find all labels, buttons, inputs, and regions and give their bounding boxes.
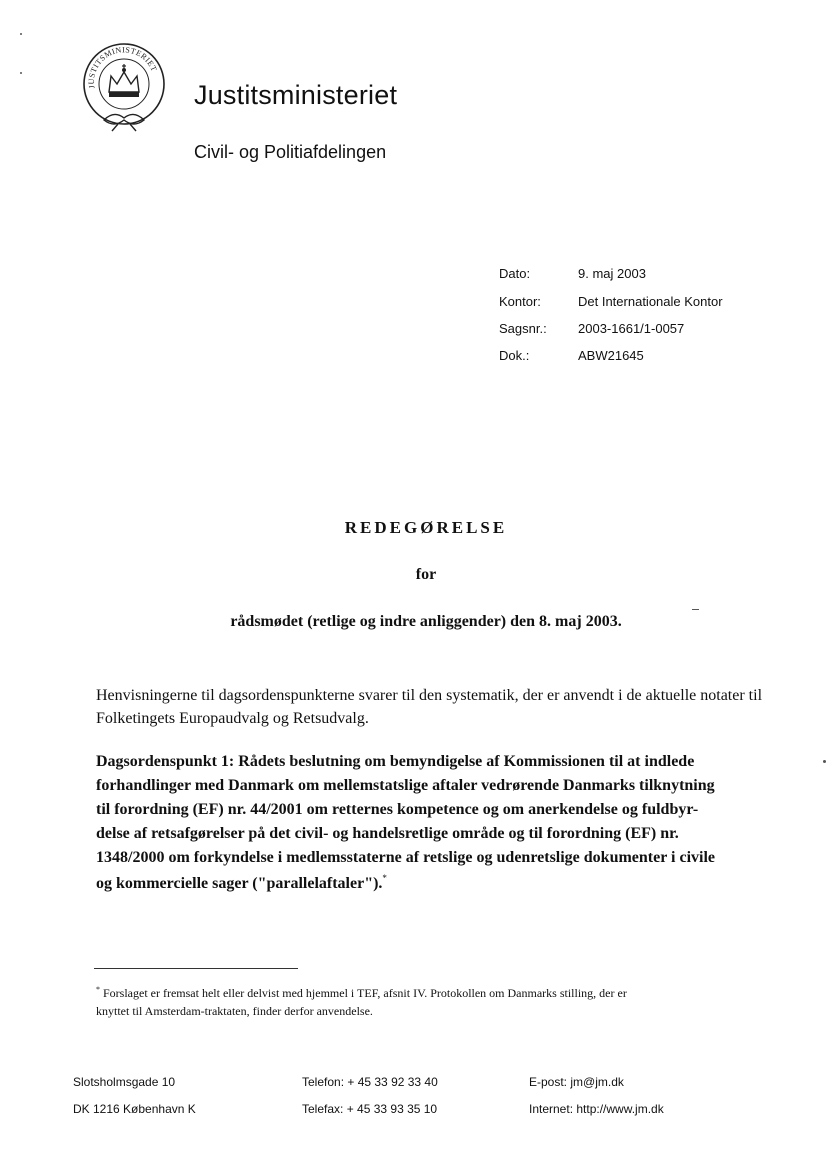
scan-speck	[20, 72, 22, 74]
agenda-item-line: 1348/2000 om forkyndelse i medlemsstaterne af retslige og udenretslige dokumenter i civile	[96, 849, 716, 866]
footer-address-city: DK 1216 København K	[73, 1102, 196, 1116]
title-connector: for	[415, 566, 437, 583]
footnote-reference: *	[382, 873, 387, 883]
agenda-item-line: til forordning (EF) nr. 44/2001 om retternes kompetence og om anerkendelse og fuldbyr-	[96, 801, 699, 818]
meta-label-document: Dok.:	[499, 348, 530, 363]
scan-speck	[823, 760, 826, 763]
scan-speck	[692, 609, 699, 610]
svg-text:JUSTITSMINISTERIET: JUSTITSMINISTERIET	[86, 45, 159, 90]
meta-value-case-number: 2003-1661/1-0057	[578, 321, 685, 336]
agenda-item-line: forhandlinger med Danmark om mellemstatslige aftaler vedrørende Danmarks tilknytning	[96, 777, 715, 794]
meeting-subtitle: rådsmødet (retlige og indre anliggender) den 8. maj 2003.	[230, 613, 622, 630]
agenda-item-line	[96, 873, 387, 893]
agenda-item-line: delse af retsafgørelser på det civil- og handelsretlige område og til forordning (EF) nr.	[96, 825, 679, 842]
meta-value-date: 9. maj 2003	[578, 266, 646, 281]
ministry-seal-logo	[78, 40, 170, 132]
footer-website: Internet: http://www.jm.dk	[529, 1102, 664, 1116]
organization-name: Justitsministeriet	[194, 80, 398, 110]
scan-speck	[20, 33, 22, 35]
footnote-text: Forslaget er fremsat helt eller delvist med hjemmel i TEF, afsnit IV. Protokollen om Danmarks stilling, der er	[103, 986, 627, 1000]
meta-label-case-number: Sagsnr.:	[499, 321, 547, 336]
footnote-separator	[94, 968, 298, 969]
agenda-item-line-text: og kommercielle sager ("parallelaftaler").	[96, 875, 383, 892]
document-title: REDEGØRELSE	[344, 518, 508, 537]
meta-label-date: Dato:	[499, 266, 531, 281]
footnote-line	[96, 985, 627, 1001]
meta-value-office: Det Internationale Kontor	[578, 294, 723, 309]
intro-paragraph: Henvisningerne til dagsordenspunkterne svarer til den systematik, der er anvendt i de aktuelle notater til Folketingets Europaudvalg og Retsudvalg.	[96, 687, 763, 727]
footer-fax: Telefax: + 45 33 93 35 10	[302, 1102, 438, 1116]
meta-value-document: ABW21645	[578, 348, 644, 363]
meta-label-office: Kontor:	[499, 294, 541, 309]
department-name: Civil- og Politiafdelingen	[194, 142, 387, 162]
footer-email: E-post: jm@jm.dk	[529, 1075, 624, 1089]
footer-address-street: Slotsholmsgade 10	[73, 1075, 176, 1089]
agenda-item-line: Dagsordenspunkt 1: Rådets beslutning om bemyndigelse af Kommissionen til at indlede	[96, 753, 695, 770]
footnote-marker: *	[96, 985, 100, 994]
footer-phone: Telefon: + 45 33 92 33 40	[302, 1075, 438, 1089]
footnote-line: knyttet til Amsterdam-traktaten, finder derfor anvendelse.	[96, 1004, 373, 1018]
